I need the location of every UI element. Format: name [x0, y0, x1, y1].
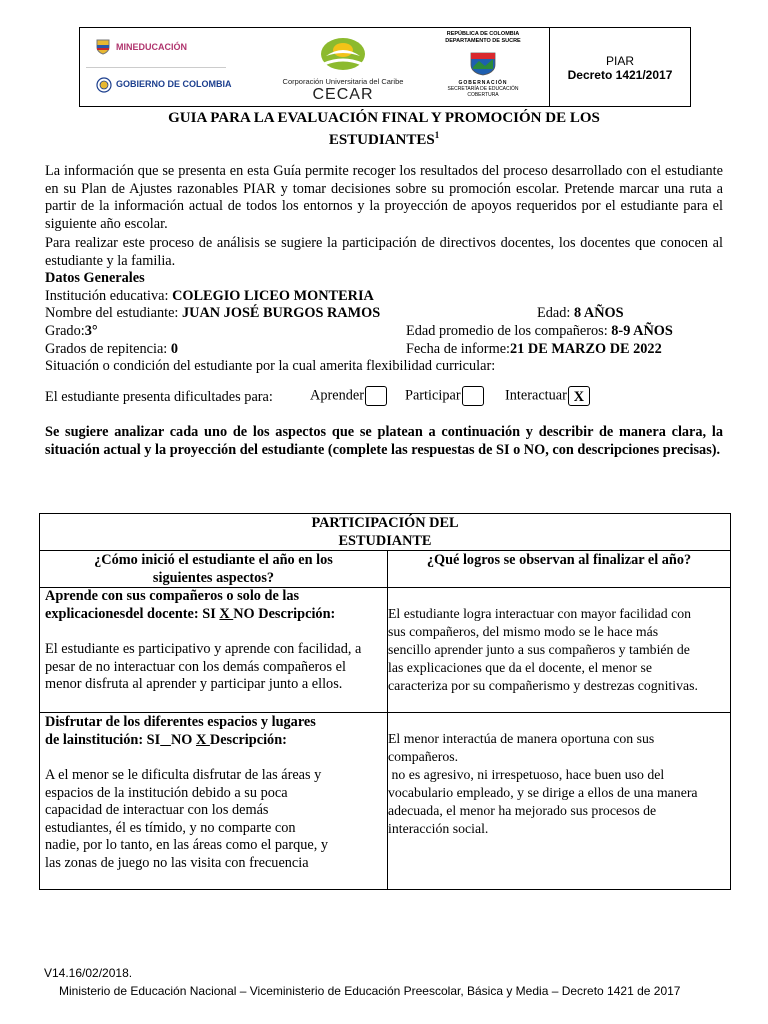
col1-header-line2: siguientes aspectos?: [152, 569, 275, 586]
row1-question-line1: Aprende con sus compañeros o solo de las: [45, 588, 300, 604]
sugerencia-paragraph: Se sugiere analizar cada uno de los aspectos que se platean a continuación y describir de manera clara, la situación actual y la proyección del estudiante (complete las respuestas de SI o NO, con descripciones precisas).: [45, 424, 723, 458]
mineducacion-logo: MINEDUCACIÓN: [116, 42, 187, 52]
decreto-label: Decreto 1421/2017: [567, 68, 673, 82]
row1-right-line: las explicaciones que da el docente, el menor se: [388, 660, 652, 675]
row2-q-part3: Descripción:: [209, 731, 287, 748]
row2-left-text: [45, 767, 387, 872]
table-title-line2: ESTUDIANTE: [338, 532, 432, 549]
edadprom-row: [406, 323, 673, 341]
inst-label: Institución educativa:: [45, 288, 169, 304]
table-title: [40, 515, 730, 550]
rep-line2: DEPARTAMENTO DE SUCRE: [445, 38, 521, 44]
edadprom-label: Edad promedio de los compañeros:: [406, 323, 608, 339]
row1-left-line: El estudiante es participativo y aprende con facilidad, a: [45, 641, 362, 657]
interactuar-option: [505, 386, 590, 406]
row1-right-line: El estudiante logra interactuar con mayor facilidad con: [388, 606, 692, 621]
row2-question: [45, 714, 385, 749]
table-divider: [40, 712, 730, 713]
nombre-value: JUAN JOSÉ BURGOS RAMOS: [181, 305, 381, 321]
sucre-shield-icon: [469, 51, 497, 82]
participar-option: [405, 386, 484, 406]
row2-no-mark: X: [195, 731, 210, 748]
participar-label: Participar: [405, 387, 461, 404]
footer-ministerio: Ministerio de Educación Nacional – Viceministerio de Educación Preescolar, Básica y Media – Decreto 1421 de 2017: [59, 984, 681, 998]
aprender-option: [310, 386, 387, 406]
row2-left-line: nadie, por lo tanto, en las áreas como el parque, y: [45, 837, 329, 853]
interactuar-label: Interactuar: [505, 387, 567, 404]
situacion-text: Situación o condición del estudiante por la cual amerita flexibilidad curricular:: [45, 358, 496, 374]
edad-value: 8 AÑOS: [573, 305, 624, 321]
grado-value: 3°: [84, 323, 98, 339]
logo-divider: [86, 67, 226, 68]
nombre-row: [45, 305, 380, 323]
row1-right-line: sencillo aprender junto a sus compañeros y también de: [388, 642, 690, 657]
repitencia-row: [45, 341, 178, 359]
gob-line2: SECRETARÍA DE EDUCACIÓN: [447, 86, 519, 92]
fecha-row: [406, 341, 662, 359]
row1-left-line: menor disfruta al aprender y participar junto a ellos.: [45, 676, 343, 692]
table-divider: [40, 550, 730, 551]
row1-right-line: sus compañeros, del mismo modo se le hace más: [388, 624, 659, 639]
gobernacion-text: [442, 80, 524, 98]
table-title-line1: PARTICIPACIÓN DEL: [311, 515, 459, 531]
row2-left-line: estudiantes, él es tímido, y no comparte con: [45, 819, 296, 836]
title-footnote: 1: [434, 130, 440, 140]
grado-label: Grado:: [45, 323, 85, 339]
row1-si-mark: X: [219, 605, 234, 622]
edad-label: Edad:: [537, 305, 571, 321]
inst-value: COLEGIO LICEO MONTERIA: [172, 288, 374, 304]
row2-right-line: no es agresivo, ni irrespetuoso, hace buen uso del: [388, 767, 665, 782]
row1-right-text: [388, 605, 730, 695]
aprender-checkbox[interactable]: [365, 386, 387, 406]
nombre-label: Nombre del estudiante:: [45, 305, 179, 321]
gob-line3: COBERTURA: [467, 92, 499, 98]
fecha-label: Fecha de informe:: [406, 341, 511, 357]
row2-right-line: vocabulario empleado, y se dirige a ellos de una manera: [388, 785, 698, 800]
gobierno-colombia-logo: GOBIERNO DE COLOMBIA: [116, 79, 232, 89]
row1-left-text: [45, 641, 387, 694]
intro-paragraph-2: Para realizar este proceso de análisis se sugiere la participación de directivos docentes, los docentes que conocen al estudiante y la familia.: [45, 235, 723, 269]
intro-paragraph-1: La información que se presenta en esta Guía permite recoger los resultados del proceso desarrollado con el estudiante en su Plan de Ajustes razonables PIAR y tomar decisiones sobre su promoción escolar. Pretende marcar una ruta a partir de la información actual de todos los entornos y la proyección de apoyos requeridos por el estudiante para el siguiente año escolar.: [45, 163, 723, 232]
col1-header-line1: ¿Cómo inició el estudiante el año en los: [94, 552, 333, 568]
cecar-logo-text: CECAR: [312, 86, 374, 103]
republica-text: [442, 31, 524, 45]
row2-right-line: compañeros.: [388, 749, 459, 764]
piar-label: PIAR: [605, 54, 634, 68]
fecha-value: 21 DE MARZO DE 2022: [510, 341, 662, 357]
row2-left-line: A el menor se le dificulta disfrutar de las áreas y: [45, 767, 322, 783]
title-line1: GUIA PARA LA EVALUACIÓN FINAL Y PROMOCIÓN DE LOS: [168, 110, 600, 126]
participacion-table: [39, 513, 731, 890]
cecar-subtitle: Corporación Universitaria del Caribe: [282, 77, 404, 86]
table-column-divider: [387, 550, 388, 889]
row1-q-part2: NO Descripción:: [233, 605, 336, 622]
row1-right-line: caracteriza por su compañerismo y destrezas cognitivas.: [388, 678, 698, 693]
page-title: [120, 110, 648, 149]
rep-line1: REPÚBLICA DE COLOMBIA: [446, 31, 520, 37]
row1-q-part1: explicacionesdel docente: SI: [45, 605, 220, 622]
row2-question-line1: Disfrutar de los diferentes espacios y lugares: [45, 714, 316, 730]
participar-checkbox[interactable]: [462, 386, 484, 406]
footer-version: V14.16/02/2018.: [44, 966, 133, 980]
row2-right-text: [388, 730, 730, 838]
col2-header: ¿Qué logros se observan al finalizar el año?: [426, 552, 692, 568]
row2-left-line: espacios de la institución debido a su poca: [45, 784, 288, 801]
edad-row: [537, 305, 624, 323]
repit-label: Grados de repitencia:: [45, 341, 168, 357]
datos-heading: Datos Generales: [45, 270, 145, 286]
row2-right-line: El menor interactúa de manera oportuna con sus: [388, 731, 655, 746]
gob-line1: GOBERNACIÓN: [458, 80, 508, 86]
row2-q-part1: de lainstitución: SI: [45, 731, 161, 748]
grado-row: [45, 323, 98, 341]
row2-left-line: capacidad de interactuar con los demás: [45, 802, 269, 818]
row1-left-line: pesar de no interactuar con los demás compañeros el: [45, 658, 346, 675]
institucion-row: [45, 288, 374, 306]
row2-left-line: las zonas de juego no las visita con frecuencia: [45, 854, 309, 871]
title-line2: ESTUDIANTES: [328, 132, 435, 148]
piar-box: [549, 27, 691, 107]
row2-si-blank: [160, 732, 171, 748]
aprender-label: Aprender: [310, 387, 364, 404]
row2-q-part2: NO: [170, 731, 196, 748]
edadprom-value: 8-9 AÑOS: [611, 323, 673, 339]
dificultades-label: El estudiante presenta dificultades para:: [45, 389, 273, 405]
row2-right-line: adecuada, el menor ha mejorado sus procesos de: [388, 803, 657, 818]
cecar-logo-icon: [318, 36, 368, 81]
interactuar-checkbox[interactable]: X: [568, 386, 590, 406]
col1-header: [40, 552, 387, 587]
row1-question: [45, 588, 385, 623]
repit-value: 0: [170, 341, 178, 357]
row2-right-line: interacción social.: [388, 821, 489, 836]
